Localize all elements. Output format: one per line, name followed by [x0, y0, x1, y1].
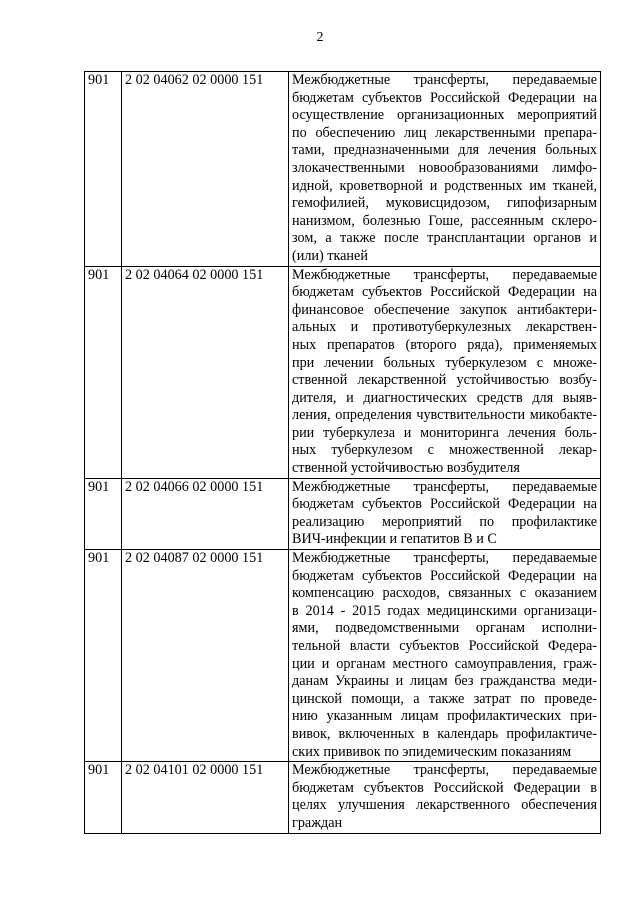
description-line: ских прививок по эпидемическим показаниям: [292, 743, 572, 760]
description-line: граждан: [292, 814, 343, 831]
budget-code-cell: 2 02 04087 02 0000 151: [122, 550, 289, 762]
description-line: злокачественными новообразованиями лимфо-: [292, 159, 597, 176]
description-line: ции и органам местного самоуправления, граж-: [292, 655, 597, 672]
description-line: Межбюджетные трансферты, передаваемые: [292, 266, 597, 283]
description-cell: [289, 72, 601, 267]
description-line: ВИЧ-инфекции и гепатитов В и С: [292, 531, 497, 548]
budget-codes-table: [84, 71, 601, 834]
description-line: (или) тканей: [292, 247, 368, 264]
description-line: при лечении больных туберкулезом с множе-: [292, 354, 597, 371]
description-line: нанизмом, болезнью Гоше, рассеянным склеро-: [292, 212, 597, 229]
table-row: [85, 478, 601, 549]
description-line: ных препаратов (второго ряда), применяемых: [292, 336, 597, 353]
admin-code-cell: 901: [85, 266, 122, 478]
description-line: бюджетам субъектов Российской Федерации на: [292, 567, 597, 584]
description-line: ственной лекарственной устойчивостью возбу-: [292, 372, 597, 389]
description-line: дителя, и диагностических средств для выяв-: [292, 389, 597, 406]
description-line: осуществление организационных мероприятий: [292, 107, 597, 124]
description-line: тами, предназначенными для лечения больных: [292, 142, 597, 159]
description-line: гемофилией, муковисцидозом, гипофизарным: [292, 195, 597, 212]
description-line: ления, определения чувствительности микобакте-: [292, 407, 597, 424]
description-line: альных и противотуберкулезных лекарствен-: [292, 319, 597, 336]
table-row: [85, 762, 601, 833]
description-cell: [289, 478, 601, 549]
description-line: ями, подведомственными органам исполни-: [292, 620, 597, 637]
description-line: ных туберкулезом с множественной лекар-: [292, 442, 597, 459]
description-line: бюджетам субъектов Российской Федерации в: [292, 779, 597, 796]
description-line: Межбюджетные трансферты, передаваемые: [292, 478, 597, 495]
description-line: по обеспечению лиц лекарственными препара-: [292, 124, 597, 141]
description-line: цинской помощи, а также затрат по проведе-: [292, 690, 597, 707]
description-line: бюджетам субъектов Российской Федерации на: [292, 89, 597, 106]
description-line: ственной устойчивостью возбудителя: [292, 460, 520, 477]
table-row: [85, 550, 601, 762]
budget-code-cell: 2 02 04064 02 0000 151: [122, 266, 289, 478]
description-line: целях улучшения лекарственного обеспечения: [292, 797, 597, 814]
budget-code-cell: 2 02 04062 02 0000 151: [122, 72, 289, 267]
table-row: [85, 72, 601, 267]
description-line: бюджетам субъектов Российской Федерации на: [292, 284, 597, 301]
description-line: тельной власти субъектов Российской Федера-: [292, 638, 597, 654]
description-line: идной, кроветворной и родственных им тканей,: [292, 177, 597, 194]
table-row: [85, 266, 601, 478]
description-line: реализацию мероприятий по профилактике: [292, 513, 597, 530]
admin-code-cell: 901: [85, 478, 122, 549]
description-line: Межбюджетные трансферты, передаваемые: [292, 72, 597, 88]
description-line: вивок, включенных в календарь профилактиче-: [292, 725, 597, 742]
description-line: данам Украины и лицам без гражданства меди-: [292, 673, 597, 690]
description-cell: [289, 762, 601, 833]
description-line: Межбюджетные трансферты, передаваемые: [292, 550, 597, 567]
description-line: рии туберкулеза и мониторинга лечения боль-: [292, 424, 597, 441]
description-cell: [289, 550, 601, 762]
description-line: зом, а также после трансплантации органов и: [292, 230, 597, 247]
budget-code-cell: 2 02 04101 02 0000 151: [122, 762, 289, 833]
admin-code-cell: 901: [85, 550, 122, 762]
description-line: в 2014 - 2015 годах медицинскими организаци-: [292, 602, 597, 619]
description-line: финансовое обеспечение закупок антибактери-: [292, 301, 597, 318]
admin-code-cell: 901: [85, 72, 122, 267]
description-line: Межбюджетные трансферты, передаваемые: [292, 762, 597, 779]
admin-code-cell: 901: [85, 762, 122, 833]
description-line: компенсацию расходов, связанных с оказанием: [292, 585, 597, 602]
description-cell: [289, 266, 601, 478]
page-number: 2: [316, 30, 324, 45]
budget-code-cell: 2 02 04066 02 0000 151: [122, 478, 289, 549]
description-line: бюджетам субъектов Российской Федерации на: [292, 496, 597, 513]
description-line: нию указанным лицам профилактических при-: [292, 708, 597, 725]
